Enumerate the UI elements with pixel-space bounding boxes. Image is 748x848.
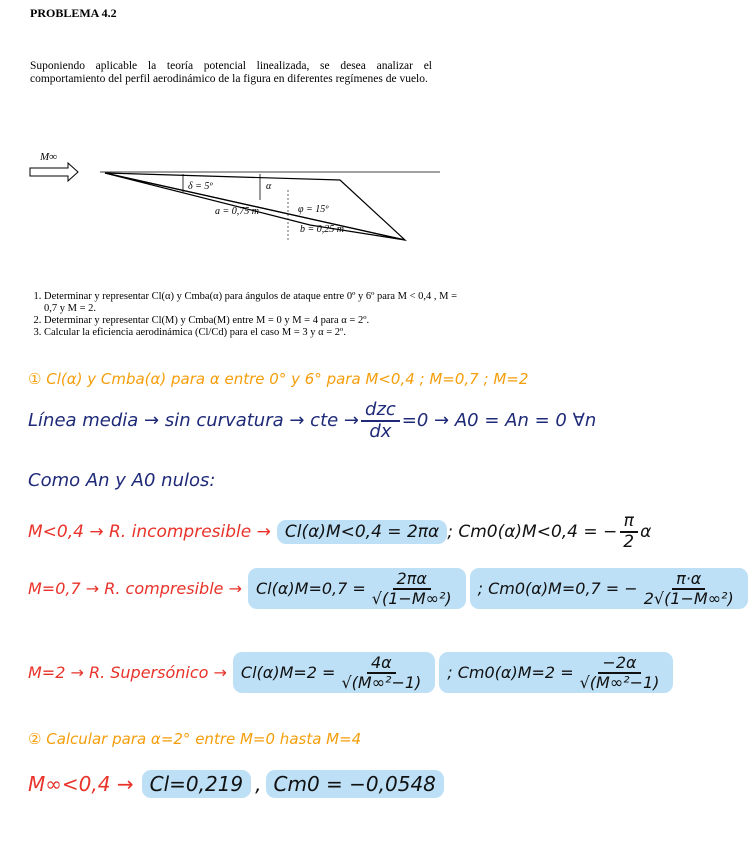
b-label: b = 0,25 m	[300, 224, 344, 235]
compressible-cm: ; Cm0(α)M=0,7 = − $\frac{\pi\cdot\alpha}{\text{2√(1−M∞²)}}$	[470, 568, 748, 609]
task-list	[30, 291, 464, 339]
note-mean-line	[28, 400, 596, 442]
slope-fraction: $\frac{\text{dzc}}{dx}$	[361, 400, 400, 442]
incompressible-label: M<0,4 → R. incompresible →	[28, 521, 271, 542]
incompressible-cm-fraction: $\frac{\pi}{2}$	[619, 512, 638, 551]
note-result	[28, 770, 444, 798]
alpha-label: α	[266, 181, 272, 192]
result-separator: ,	[255, 772, 262, 796]
supersonic-label: M=2 → R. Supersónico →	[28, 663, 227, 683]
task-2: 2. Determinar y representar Cl(M) y Cmba(M) entre M = 0 y M = 4 para α = 2º.	[44, 315, 464, 327]
a-label: a = 0,75 m	[215, 206, 259, 217]
phi-label: φ = 15º	[298, 204, 329, 215]
note-supersonic	[28, 652, 673, 693]
compressible-label: M=0,7 → R. compresible →	[28, 579, 242, 599]
problem-title: PROBLEMA 4.2	[30, 6, 117, 20]
delta-label: δ = 5º	[188, 181, 213, 192]
task-1: 1. Determinar y representar Cl(α) y Cmba(α) para ángulos de ataque entre 0º y 6º para M < 0,4 , M = 0,7 y M = 2.	[44, 291, 464, 315]
problem-intro: Suponiendo aplicable la teoría potencial linealizada, se desea analizar el comportamiento del perfil aerodinámico de la figura en diferentes regímenes de vuelo.	[30, 60, 432, 85]
airfoil-figure	[20, 140, 440, 260]
note-incompressible	[28, 512, 651, 551]
result-cl: Cl=0,219	[142, 770, 252, 798]
mach-label: M∞	[40, 151, 58, 163]
note-part1-heading: ① Cl(α) y Cmba(α) para α entre 0° y 6° para M<0,4 ; M=0,7 ; M=2	[28, 370, 529, 388]
incompressible-cl: Cl(α)M<0,4 = 2πα	[277, 520, 447, 544]
supersonic-cm: ; Cm0(α)M=2 = $\frac{-2\alpha}{\text{√(M∞²−1)}}$	[439, 652, 673, 693]
task-3: 3. Calcular la eficiencia aerodinámica (Cl/Cd) para el caso M = 3 y α = 2º.	[44, 327, 464, 339]
incompressible-cm-suffix: α	[640, 521, 652, 542]
note-part2-heading: ② Calcular para α=2° entre M=0 hasta M=4	[28, 730, 362, 748]
result-cm: Cm0 = −0,0548	[266, 770, 444, 798]
incompressible-cm-prefix: ; Cm0(α)M<0,4 = −	[447, 521, 618, 542]
flow-arrow	[30, 163, 78, 181]
result-label: M∞<0,4 →	[28, 772, 134, 796]
supersonic-cl: Cl(α)M=2 = $\frac{4\alpha}{\text{√(M∞²−1)}}$	[233, 652, 435, 693]
mean-line-result: =0 → A0 = An = 0 ∀n	[401, 410, 597, 432]
compressible-cl: Cl(α)M=0,7 = $\frac{2\pi\alpha}{\text{√(1−M∞²)}}$	[248, 568, 466, 609]
note-compressible	[28, 568, 748, 609]
note-coefficients-null: Como An y A0 nulos:	[28, 470, 216, 491]
mean-line-text: Línea media → sin curvatura → cte →	[28, 410, 360, 432]
